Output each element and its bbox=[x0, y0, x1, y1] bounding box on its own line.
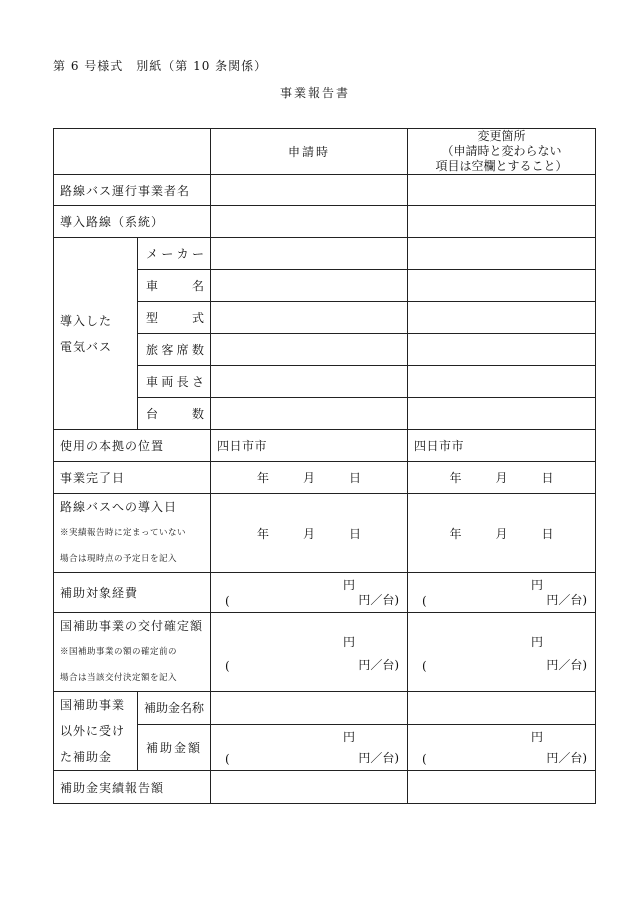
column-header-application: 申請時 bbox=[211, 129, 408, 175]
intro-date-application-cell[interactable]: 年 月 日 bbox=[211, 494, 408, 573]
label-length: 車 両 長 さ bbox=[138, 366, 211, 398]
base-location-change-cell[interactable]: 四日市市 bbox=[408, 430, 596, 462]
label-model: 型 式 bbox=[138, 302, 211, 334]
model-application-cell[interactable] bbox=[211, 302, 408, 334]
yen-label: 円 bbox=[342, 635, 355, 649]
label-operator: 路線バス運行事業者名 bbox=[54, 175, 211, 206]
subsidy-name-change-cell[interactable] bbox=[408, 692, 596, 725]
label-other-subsidy bbox=[54, 692, 138, 771]
label-report-amount: 補助金実績報告額 bbox=[54, 771, 211, 804]
national-subsidy-note1: ※国補助事業の額の確定前の bbox=[60, 647, 178, 657]
seats-application-cell[interactable] bbox=[211, 334, 408, 366]
route-application-cell[interactable] bbox=[211, 206, 408, 238]
car-name-change-cell[interactable] bbox=[408, 270, 596, 302]
label-subsidy-amount: 補助金額 bbox=[138, 724, 211, 770]
page-title: 事業報告書 bbox=[279, 86, 350, 100]
subsidy-name-application-cell[interactable] bbox=[211, 692, 408, 725]
report-amount-change-cell[interactable] bbox=[408, 771, 596, 804]
intro-date-change-cell[interactable]: 年 月 日 bbox=[408, 494, 596, 573]
form-number-label: 第 6 号様式 別紙（第 10 条関係） bbox=[53, 59, 268, 73]
car-name-application-cell[interactable] bbox=[211, 270, 408, 302]
length-change-cell[interactable] bbox=[408, 366, 596, 398]
units-change-cell[interactable] bbox=[408, 398, 596, 430]
label-units: 台 数 bbox=[138, 398, 211, 430]
yen-label: 円 bbox=[530, 635, 543, 649]
paren-open: ( bbox=[225, 594, 230, 608]
operator-change-cell[interactable] bbox=[408, 175, 596, 206]
eligible-cost-application-cell[interactable] bbox=[211, 573, 408, 613]
paren-open: ( bbox=[422, 659, 427, 673]
label-national-subsidy bbox=[54, 613, 211, 692]
paren-open: ( bbox=[422, 752, 427, 766]
intro-date-title: 路線バスへの導入日 bbox=[60, 500, 178, 514]
header-blank-cell bbox=[54, 129, 211, 175]
yen-label: 円 bbox=[530, 729, 543, 744]
label-route: 導入路線（系統） bbox=[54, 206, 211, 238]
other-subsidy-line2: 以外に受け bbox=[60, 724, 126, 738]
paren-open: ( bbox=[225, 752, 230, 766]
change-header-line3: 項目は空欄とすること） bbox=[435, 159, 568, 173]
ev-group-line2: 電気バス bbox=[60, 339, 113, 354]
base-location-application-cell[interactable]: 四日市市 bbox=[211, 430, 408, 462]
operator-application-cell[interactable] bbox=[211, 175, 408, 206]
label-seats: 旅 客 席 数 bbox=[138, 334, 211, 366]
other-subsidy-line1: 国補助事業 bbox=[60, 698, 126, 712]
yen-label: 円 bbox=[342, 578, 355, 592]
change-header-line1: 変更箇所 bbox=[477, 129, 526, 143]
per-unit-label: 円／台) bbox=[358, 658, 399, 672]
intro-date-note1: ※実績報告時に定まっていない bbox=[60, 528, 187, 538]
subsidy-amount-application-cell[interactable] bbox=[211, 724, 408, 770]
route-change-cell[interactable] bbox=[408, 206, 596, 238]
label-car-name: 車 名 bbox=[138, 270, 211, 302]
label-base-location: 使用の本拠の位置 bbox=[54, 430, 211, 462]
label-intro-date bbox=[54, 494, 211, 573]
label-maker: メ ー カ ー bbox=[138, 238, 211, 270]
national-subsidy-title: 国補助事業の交付確定額 bbox=[60, 619, 204, 633]
length-application-cell[interactable] bbox=[211, 366, 408, 398]
subsidy-amount-change-cell[interactable] bbox=[408, 724, 596, 770]
change-header-line2: （申請時と変わらない bbox=[441, 144, 562, 158]
model-change-cell[interactable] bbox=[408, 302, 596, 334]
units-application-cell[interactable] bbox=[211, 398, 408, 430]
per-unit-label: 円／台) bbox=[358, 751, 399, 765]
label-subsidy-name: 補助金名称 bbox=[138, 692, 211, 725]
other-subsidy-line3: た補助金 bbox=[60, 750, 113, 764]
intro-date-note2: 場合は現時点の予定日を記入 bbox=[60, 554, 178, 564]
eligible-cost-change-cell[interactable] bbox=[408, 573, 596, 613]
completion-date-change-cell[interactable]: 年 月 日 bbox=[408, 462, 596, 494]
national-subsidy-change-cell[interactable] bbox=[408, 613, 596, 692]
report-amount-application-cell[interactable] bbox=[211, 771, 408, 804]
per-unit-label: 円／台) bbox=[546, 593, 587, 607]
national-subsidy-note2: 場合は当該交付決定額を記入 bbox=[60, 673, 178, 683]
per-unit-label: 円／台) bbox=[546, 751, 587, 765]
completion-date-application-cell[interactable]: 年 月 日 bbox=[211, 462, 408, 494]
label-ev-group bbox=[54, 238, 138, 430]
maker-application-cell[interactable] bbox=[211, 238, 408, 270]
national-subsidy-application-cell[interactable] bbox=[211, 613, 408, 692]
report-table bbox=[53, 128, 596, 804]
seats-change-cell[interactable] bbox=[408, 334, 596, 366]
per-unit-label: 円／台) bbox=[358, 593, 399, 607]
yen-label: 円 bbox=[342, 729, 355, 744]
maker-change-cell[interactable] bbox=[408, 238, 596, 270]
paren-open: ( bbox=[225, 659, 230, 673]
paren-open: ( bbox=[422, 594, 427, 608]
column-header-change bbox=[408, 129, 596, 175]
label-eligible-cost: 補助対象経費 bbox=[54, 573, 211, 613]
label-completion-date: 事業完了日 bbox=[54, 462, 211, 494]
yen-label: 円 bbox=[530, 578, 543, 592]
per-unit-label: 円／台) bbox=[546, 658, 587, 672]
ev-group-line1: 導入した bbox=[60, 313, 113, 328]
